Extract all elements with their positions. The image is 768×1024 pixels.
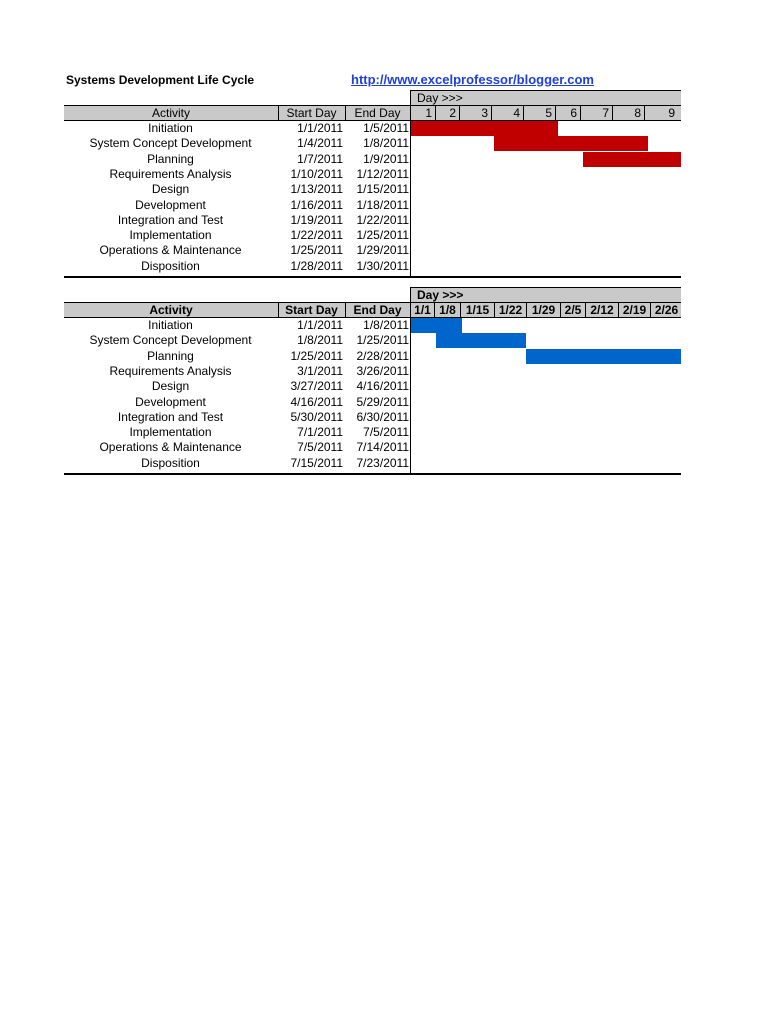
activity-cell: Operations & Maintenance — [99, 440, 242, 455]
table-row — [64, 182, 681, 197]
activity-cell: System Concept Development — [89, 136, 252, 151]
start-day-cell: 1/25/2011 — [290, 243, 343, 258]
column-header-row — [64, 302, 681, 318]
table-row — [64, 228, 681, 243]
blog-link[interactable]: http://www.excelprofessor/blogger.com — [351, 72, 594, 87]
end-day-cell: 3/26/2011 — [356, 363, 409, 378]
day-column-header: 1/1 — [411, 303, 435, 317]
gantt-table-daily — [64, 90, 681, 280]
table-bottom-border — [64, 276, 681, 278]
end-day-cell: 1/9/2011 — [363, 151, 409, 166]
start-day-cell: 1/25/2011 — [290, 348, 343, 363]
end-day-cell: 1/8/2011 — [363, 136, 409, 151]
day-column-header: 2/26 — [654, 303, 679, 317]
activity-cell: System Concept Development — [89, 333, 252, 348]
day-column-header: 2/12 — [586, 303, 619, 317]
end-day-cell: 4/16/2011 — [356, 379, 409, 394]
day-column-header: 6 — [556, 106, 581, 120]
day-column-header: 1 — [411, 106, 436, 120]
start-day-cell: 1/7/2011 — [297, 151, 343, 166]
activity-cell: Operations & Maintenance — [99, 243, 242, 258]
table-row — [64, 167, 681, 182]
table-row — [64, 318, 681, 333]
table-row — [64, 213, 681, 228]
activity-cell: Development — [135, 394, 206, 409]
start-day-cell: 5/30/2011 — [290, 409, 343, 424]
day-header: Day >>> — [410, 90, 681, 105]
gantt-table-weekly — [64, 287, 681, 477]
end-day-cell: 5/29/2011 — [356, 394, 409, 409]
end-day-cell: 1/15/2011 — [356, 182, 409, 197]
start-day-cell: 1/16/2011 — [290, 197, 343, 212]
end-day-cell: 1/30/2011 — [356, 258, 409, 273]
table-row — [64, 198, 681, 213]
start-day-cell: 1/22/2011 — [290, 228, 343, 243]
end-day-cell: 1/5/2011 — [363, 121, 409, 135]
end-day-cell: 2/28/2011 — [356, 348, 409, 363]
activity-cell: Disposition — [141, 258, 200, 273]
activity-cell: Integration and Test — [117, 409, 224, 424]
end-day-cell: 6/30/2011 — [356, 409, 409, 424]
end-day-cell: 1/12/2011 — [356, 166, 409, 181]
end-day-cell: 1/25/2011 — [356, 333, 409, 348]
day-column-header: 2/19 — [619, 303, 651, 317]
activity-cell: Initiation — [148, 121, 193, 135]
gantt-bar — [583, 152, 681, 167]
table-row — [64, 440, 681, 455]
day-column-header: 9 — [668, 106, 675, 120]
end-day-cell: 1/18/2011 — [356, 197, 409, 212]
day-column-header: 1/8 — [435, 303, 461, 317]
table-row — [64, 379, 681, 394]
start-day-cell: 1/8/2011 — [297, 333, 343, 348]
end-day-cell: 1/8/2011 — [363, 318, 409, 332]
table-bottom-border — [64, 473, 681, 475]
end-day-cell: 7/14/2011 — [356, 440, 409, 455]
activity-cell: Implementation — [129, 425, 212, 440]
start-day-cell: 7/1/2011 — [297, 425, 343, 440]
start-day-cell: 1/28/2011 — [290, 258, 343, 273]
start-day-cell: 3/27/2011 — [290, 379, 343, 394]
header-start-day: Start Day — [285, 303, 338, 317]
day-column-header: 3 — [460, 106, 492, 120]
day-column-header: 8 — [613, 106, 645, 120]
day-column-header: 2/5 — [561, 303, 586, 317]
header-end-day: End Day — [353, 303, 402, 317]
activity-cell: Requirements Analysis — [109, 166, 232, 181]
day-column-header: 5 — [524, 106, 556, 120]
table-row — [64, 364, 681, 379]
activity-cell: Implementation — [129, 228, 212, 243]
column-header-row — [64, 105, 681, 121]
gantt-bar — [526, 349, 681, 364]
day-column-header: 1/15 — [461, 303, 495, 317]
day-column-header: 1/22 — [495, 303, 527, 317]
header-start-day: Start Day — [286, 106, 337, 120]
start-day-cell: 4/16/2011 — [290, 394, 343, 409]
gantt-bar — [411, 318, 462, 333]
header-activity: Activity — [151, 106, 190, 120]
table-row — [64, 121, 681, 136]
end-day-cell: 7/5/2011 — [363, 425, 409, 440]
table-row — [64, 425, 681, 440]
start-day-cell: 1/10/2011 — [290, 166, 343, 181]
start-day-cell: 3/1/2011 — [297, 363, 343, 378]
activity-cell: Integration and Test — [117, 212, 224, 227]
gantt-bar — [436, 333, 526, 348]
sheet-title: Systems Development Life Cycle — [66, 73, 255, 87]
header-activity: Activity — [149, 303, 193, 317]
table-row — [64, 333, 681, 348]
activity-cell: Disposition — [141, 455, 200, 470]
start-day-cell: 7/5/2011 — [297, 440, 343, 455]
table-row — [64, 410, 681, 425]
gantt-bar — [411, 121, 558, 136]
start-day-cell: 1/13/2011 — [290, 182, 343, 197]
gantt-bar — [494, 136, 648, 151]
end-day-cell: 1/25/2011 — [356, 228, 409, 243]
start-day-cell: 7/15/2011 — [290, 455, 343, 470]
start-day-cell: 1/19/2011 — [290, 212, 343, 227]
table-row — [64, 456, 681, 471]
activity-cell: Planning — [147, 348, 194, 363]
table-row — [64, 243, 681, 258]
day-column-header: 2 — [436, 106, 460, 120]
activity-cell: Development — [135, 197, 206, 212]
table-row — [64, 395, 681, 410]
activity-cell: Design — [151, 182, 190, 197]
day-column-header: 4 — [492, 106, 524, 120]
start-day-cell: 1/1/2011 — [297, 121, 343, 135]
activity-cell: Requirements Analysis — [109, 363, 232, 378]
day-header: Day >>> — [410, 287, 681, 302]
table-row — [64, 259, 681, 274]
activity-cell: Planning — [147, 151, 194, 166]
day-column-header: 7 — [581, 106, 613, 120]
day-column-header: 1/29 — [527, 303, 561, 317]
start-day-cell: 1/1/2011 — [297, 318, 343, 332]
end-day-cell: 1/22/2011 — [356, 212, 409, 227]
activity-cell: Design — [151, 379, 190, 394]
start-day-cell: 1/4/2011 — [297, 136, 343, 151]
activity-cell: Initiation — [148, 318, 193, 332]
end-day-cell: 7/23/2011 — [356, 455, 409, 470]
header-end-day: End Day — [354, 106, 401, 120]
end-day-cell: 1/29/2011 — [356, 243, 409, 258]
